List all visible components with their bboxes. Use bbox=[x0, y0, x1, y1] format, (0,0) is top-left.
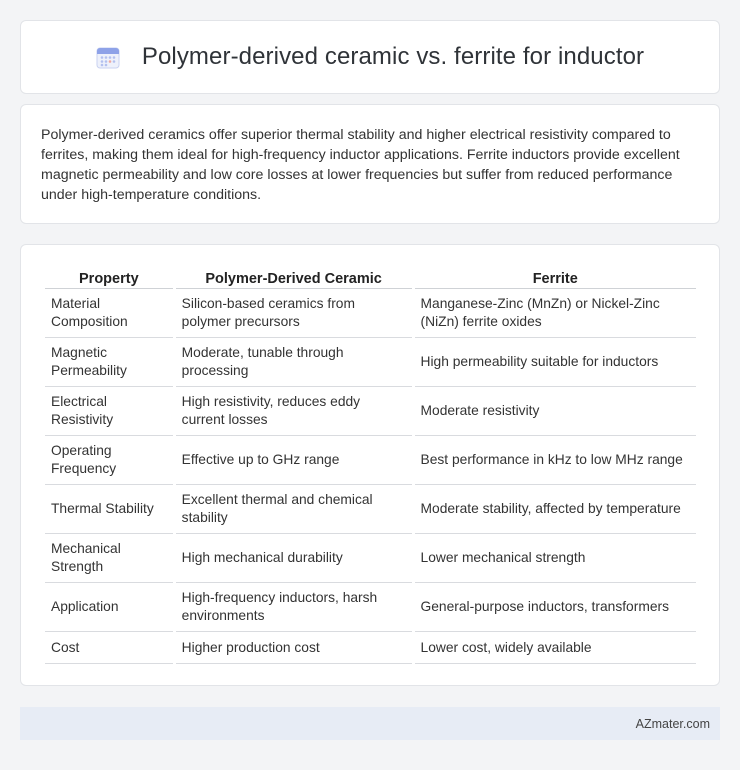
column-header-ferrite: Ferrite bbox=[415, 265, 696, 289]
table-row bbox=[45, 387, 696, 436]
table-cell-property: Electrical Resistivity bbox=[45, 387, 173, 436]
table-cell-ferrite: Manganese-Zinc (MnZn) or Nickel-Zinc (NiZn) ferrite oxides bbox=[415, 289, 696, 338]
table-row bbox=[45, 338, 696, 387]
table-cell-ferrite: Moderate resistivity bbox=[415, 387, 696, 436]
table-cell-property: Thermal Stability bbox=[45, 485, 173, 534]
table-cell-ferrite: Moderate stability, affected by temperature bbox=[415, 485, 696, 534]
table-row bbox=[45, 485, 696, 534]
title-row bbox=[96, 43, 644, 71]
table-cell-property: Material Composition bbox=[45, 289, 173, 338]
column-header-property: Property bbox=[45, 265, 173, 289]
table-cell-ferrite: Best performance in kHz to low MHz range bbox=[415, 436, 696, 485]
footer-brand: AZmater.com bbox=[635, 716, 710, 731]
table-cell-property: Operating Frequency bbox=[45, 436, 173, 485]
comparison-table-card bbox=[20, 244, 720, 686]
table-cell-ferrite: Lower mechanical strength bbox=[415, 534, 696, 583]
calendar-icon bbox=[96, 45, 120, 69]
table-cell-ceramic: High-frequency inductors, harsh environments bbox=[176, 583, 412, 632]
table-cell-ferrite: High permeability suitable for inductors bbox=[415, 338, 696, 387]
table-row bbox=[45, 436, 696, 485]
footer-bar bbox=[20, 707, 720, 740]
table-cell-ceramic: Effective up to GHz range bbox=[176, 436, 412, 485]
table-cell-ceramic: Moderate, tunable through processing bbox=[176, 338, 412, 387]
table-row bbox=[45, 534, 696, 583]
column-header-polymer-derived-ceramic: Polymer-Derived Ceramic bbox=[176, 265, 412, 289]
table-cell-ceramic: High mechanical durability bbox=[176, 534, 412, 583]
title-card bbox=[20, 20, 720, 94]
table-row bbox=[45, 583, 696, 632]
page-title: Polymer-derived ceramic vs. ferrite for inductor bbox=[141, 43, 645, 70]
table-cell-property: Mechanical Strength bbox=[45, 534, 173, 583]
table-row bbox=[45, 289, 696, 338]
summary-card bbox=[20, 104, 720, 224]
table-cell-ferrite: General-purpose inductors, transformers bbox=[415, 583, 696, 632]
summary-text: Polymer-derived ceramics offer superior thermal stability and higher electrical resistivity compared to ferrites, making them ideal for high-frequency inductor applications. Ferrite inductors provide excellent magnetic permeability and low core losses at lower frequencies but suffer from reduced performance under high-temperature conditions. bbox=[41, 127, 680, 203]
table-cell-property: Cost bbox=[45, 632, 173, 664]
table-cell-property: Magnetic Permeability bbox=[45, 338, 173, 387]
table-cell-ceramic: High resistivity, reduces eddy current losses bbox=[176, 387, 412, 436]
table-header-row bbox=[45, 265, 696, 289]
table-row bbox=[45, 632, 696, 664]
table-cell-ceramic: Silicon-based ceramics from polymer precursors bbox=[176, 289, 412, 338]
table-cell-ferrite: Lower cost, widely available bbox=[415, 632, 696, 664]
comparison-table bbox=[42, 265, 699, 664]
table-cell-property: Application bbox=[45, 583, 173, 632]
table-cell-ceramic: Higher production cost bbox=[176, 632, 412, 664]
table-cell-ceramic: Excellent thermal and chemical stability bbox=[176, 485, 412, 534]
